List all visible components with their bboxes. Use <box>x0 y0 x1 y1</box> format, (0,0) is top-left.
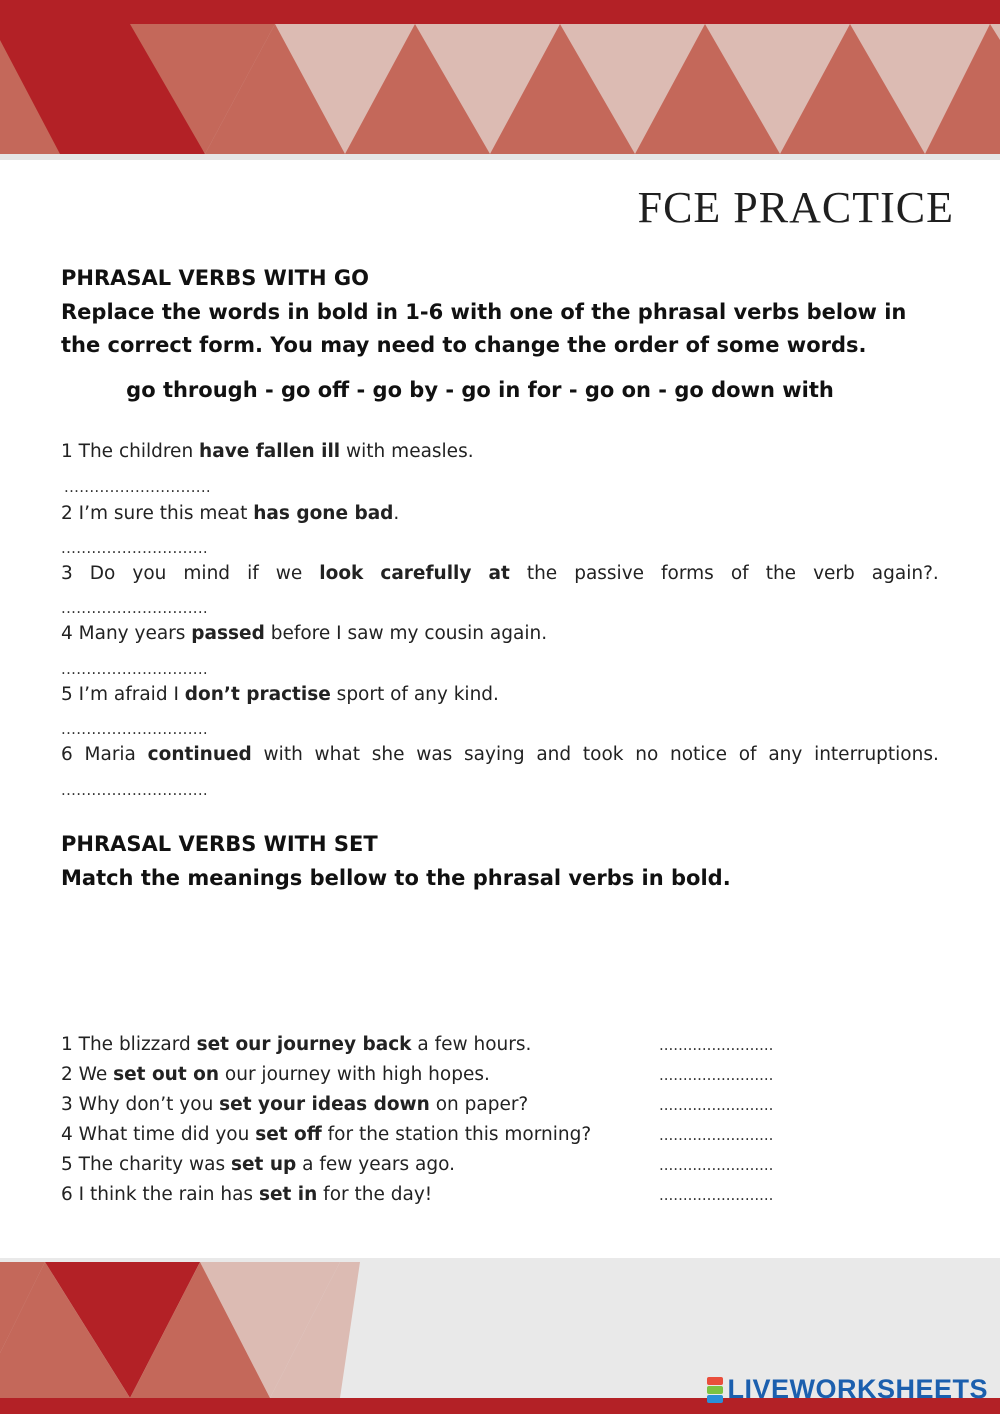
set-sentence-4: 4 What time did you set off for the station this morning? ........................ <box>61 1124 774 1145</box>
set-answer-blank-1[interactable]: ........................ <box>659 1036 774 1054</box>
set-sentence-1: 1 The blizzard set our journey back a few hours. ........................ <box>61 1034 774 1055</box>
section-set-title: PHRASAL VERBS WITH SET <box>61 832 378 856</box>
section-go-title: PHRASAL VERBS WITH GO <box>61 266 369 290</box>
section-set-instruction: Match the meanings bellow to the phrasal verbs in bold. <box>61 866 731 890</box>
go-answer-blank-3[interactable]: ............................. <box>61 599 208 617</box>
set-answer-blank-5[interactable]: ........................ <box>659 1156 774 1174</box>
set-sentence-6: 6 I think the rain has set in for the day! ........................ <box>61 1184 774 1205</box>
set-answer-blank-6[interactable]: ........................ <box>659 1186 774 1204</box>
set-answer-blank-4[interactable]: ........................ <box>659 1126 774 1144</box>
set-sentence-5: 5 The charity was set up a few years ago. ........................ <box>61 1154 774 1175</box>
liveworksheets-logo-icon <box>707 1377 723 1403</box>
page-title: FCE PRACTICE <box>637 183 954 232</box>
header-triangle-banner <box>0 0 1000 160</box>
liveworksheets-logo <box>707 1374 988 1405</box>
go-sentence-2: 2 I’m sure this meat has gone bad. <box>61 503 400 524</box>
go-sentence-5: 5 I’m afraid I don’t practise sport of any kind. <box>61 684 499 705</box>
phrasal-verb-list: go through - go off - go by - go in for - go on - go down with <box>126 378 834 402</box>
set-sentence-3: 3 Why don’t you set your ideas down on paper? ........................ <box>61 1094 774 1115</box>
go-answer-blank-4[interactable]: ............................. <box>61 660 208 678</box>
go-sentence-1: 1 The children have fallen ill with measles. <box>61 441 474 462</box>
go-answer-blank-2[interactable]: ............................. <box>61 539 208 557</box>
liveworksheets-logo-text: LIVEWORKSHEETS <box>727 1374 988 1404</box>
set-sentence-2: 2 We set out on our journey with high hopes. ........................ <box>61 1064 774 1085</box>
go-answer-blank-5[interactable]: ............................. <box>61 720 208 738</box>
go-answer-blank-6[interactable]: ............................. <box>61 781 208 799</box>
go-answer-blank-1[interactable]: ............................. <box>64 478 211 496</box>
go-sentence-3: 3 Do you mind if we look carefully at the passive forms of the verb again?. <box>61 563 939 584</box>
section-go-instruction: Replace the words in bold in 1-6 with one of the phrasal verbs below in the correct form. You may need to change the order of some words. <box>61 300 907 357</box>
go-sentence-4: 4 Many years passed before I saw my cousin again. <box>61 623 548 644</box>
go-sentence-6: 6 Maria continued with what she was saying and took no notice of any interruptions. <box>61 744 939 765</box>
set-answer-blank-3[interactable]: ........................ <box>659 1096 774 1114</box>
set-answer-blank-2[interactable]: ........................ <box>659 1066 774 1084</box>
